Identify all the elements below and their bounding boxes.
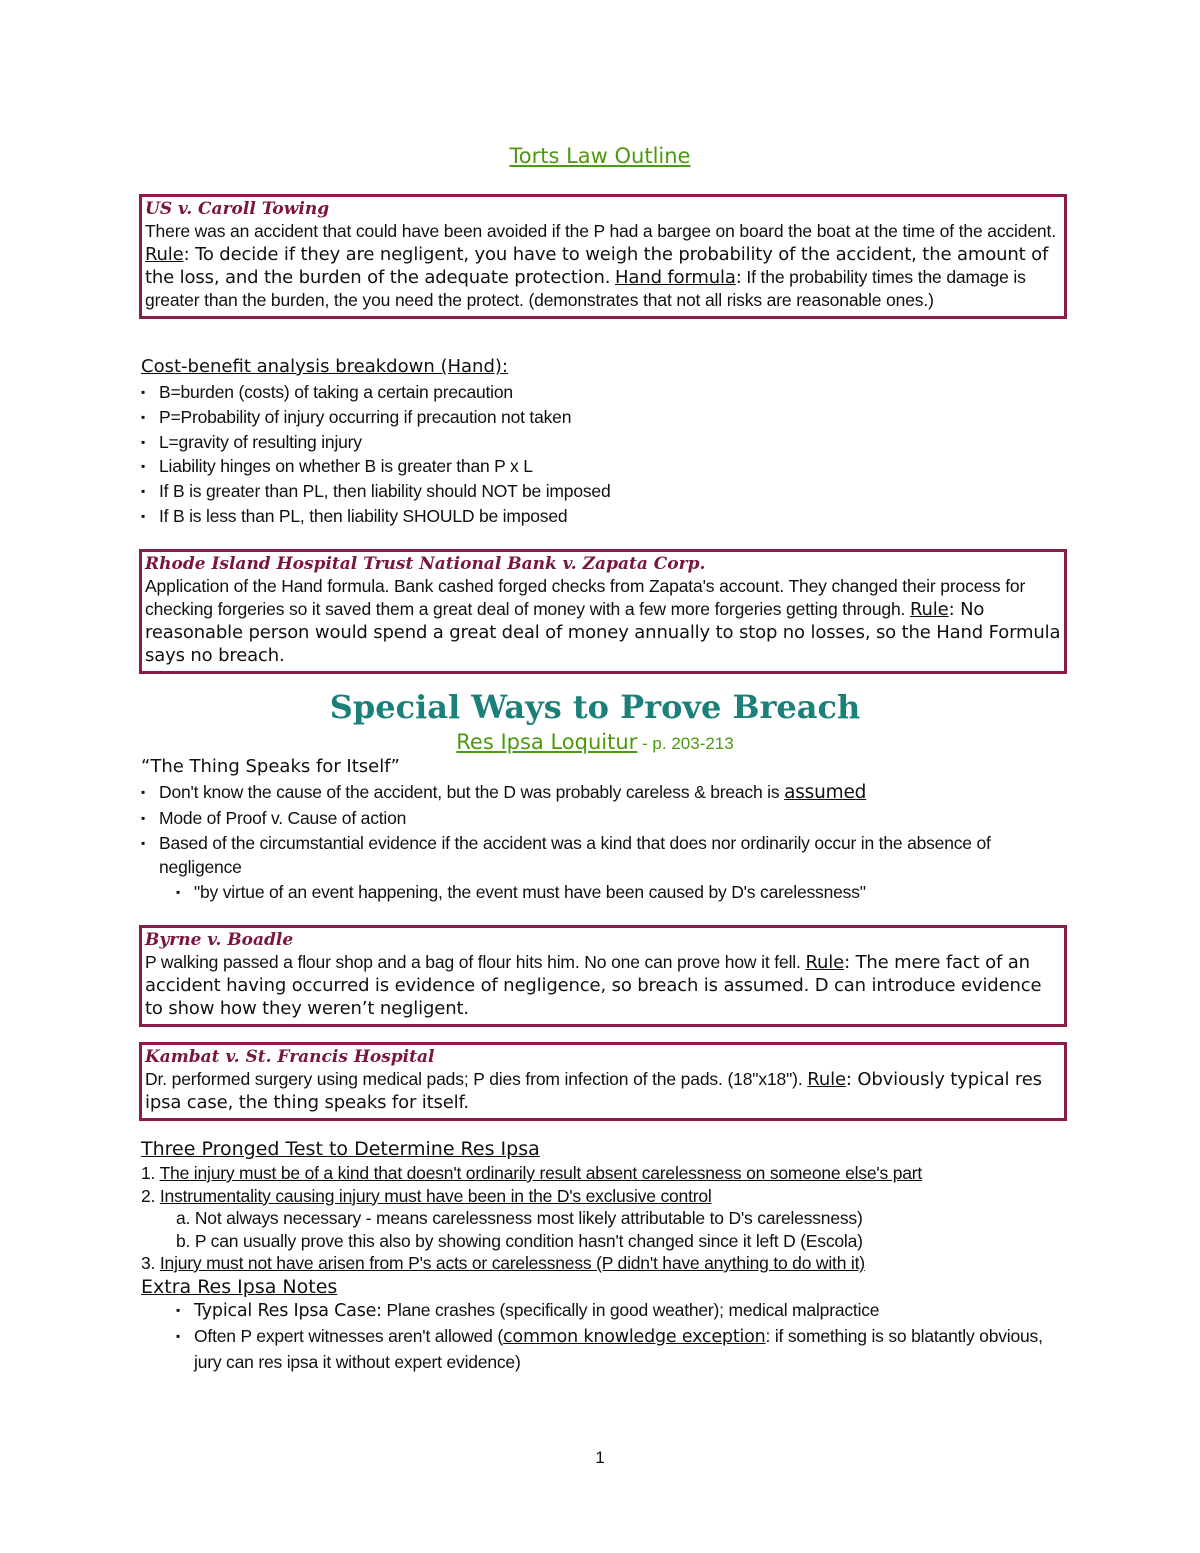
- case-box-zapata: [139, 549, 1067, 674]
- list-item: ▪ Mode of Proof v. Cause of action: [141, 806, 1061, 831]
- cost-benefit-heading: Cost-benefit analysis breakdown (Hand):: [141, 356, 508, 377]
- case-box-byrne: [139, 925, 1067, 1027]
- list-item: ▪ If B is greater than PL, then liability should NOT be imposed: [141, 479, 1061, 504]
- res-ipsa-list: [141, 780, 1061, 905]
- list-item: ▪ "by virtue of an event happening, the event must have been caused by D's carelessness": [176, 880, 1061, 905]
- rule-label: Rule: [807, 1069, 846, 1090]
- case-text: P walking passed a flour shop and a bag of flour hits him. No one can prove how it fell. Rule: The mere fact of an accident having occurred is evidence of negligence, so breach is assumed. D can introduce evidence to show how they weren’t negligent.: [145, 952, 1042, 1019]
- list-item: 2. Instrumentality causing injury must have been in the D's exclusive control: [141, 1185, 712, 1206]
- list-item: ▪ P=Probability of injury occurring if precaution not taken: [141, 405, 1061, 430]
- list-item: ▪ B=burden (costs) of taking a certain precaution: [141, 380, 1061, 405]
- case-text: Application of the Hand formula. Bank cashed forged checks from Zapata's account. They changed their process for checking forgeries so it saved them a great deal of money with a few more forgeries getting through. Rule: No reasonable person would spend a great deal of money annually to stop no losses, so the Hand Formula says no breach.: [145, 576, 1061, 666]
- rule-label: Rule: [145, 244, 184, 265]
- list-item: 3. Injury must not have arisen from P's acts or carelessness (P didn't have anything to do with it): [141, 1253, 865, 1273]
- list-item: ▪ If B is less than PL, then liability SHOULD be imposed: [141, 504, 1061, 529]
- case-name: Rhode Island Hospital Trust National Bank v. Zapata Corp.: [145, 554, 706, 574]
- res-ipsa-quote: “The Thing Speaks for Itself”: [141, 756, 400, 777]
- rule-label: Rule: [910, 599, 949, 620]
- case-text: Dr. performed surgery using medical pads; P dies from infection of the pads. (18"x18"). Rule: Obviously typical res ipsa case, the thing speaks for itself.: [145, 1069, 1042, 1113]
- hand-formula-label: Hand formula: [615, 267, 736, 288]
- case-box-kambat: [139, 1042, 1067, 1121]
- case-box-carroll-towing: [139, 194, 1067, 319]
- document-title: Torts Law Outline: [509, 144, 691, 168]
- section-heading-breach: Special Ways to Prove Breach: [329, 688, 861, 726]
- case-name: Kambat v. St. Francis Hospital: [145, 1047, 435, 1067]
- page-number: 1: [595, 1448, 605, 1467]
- three-prong-heading: Three Pronged Test to Determine Res Ipsa: [141, 1138, 540, 1160]
- list-item: a. Not always necessary - means carelessness most likely attributable to D's carelessness): [176, 1208, 863, 1228]
- list-item: ▪ Don't know the cause of the accident, but the D was probably careless & breach is assumed: [141, 780, 1061, 806]
- extra-notes-heading: Extra Res Ipsa Notes: [141, 1276, 338, 1298]
- list-item: ▪ Typical Res Ipsa Case: Plane crashes (specifically in good weather); medical malpractice: [176, 1298, 1056, 1324]
- list-item: ▪ L=gravity of resulting injury: [141, 430, 1061, 455]
- list-item: ▪ Often P expert witnesses aren't allowed (common knowledge exception: if something is so blatantly obvious, jury can res ipsa it without expert evidence): [176, 1324, 1056, 1375]
- case-name: Byrne v. Boadle: [145, 930, 294, 950]
- extra-notes-list: [176, 1298, 1056, 1374]
- res-ipsa-heading: Res Ipsa Loquitur - p. 203-213: [456, 730, 734, 754]
- rule-label: Rule: [805, 952, 845, 973]
- list-item: 1. The injury must be of a kind that doesn't ordinarily result absent carelessness on someone else's part: [141, 1163, 923, 1183]
- case-name: US v. Caroll Towing: [145, 199, 330, 219]
- three-prong-list: [141, 1162, 1071, 1275]
- list-item: b. P can usually prove this also by showing condition hasn't changed since it left D (Escola): [176, 1230, 863, 1251]
- list-item: ▪ Based of the circumstantial evidence if the accident was a kind that does nor ordinarily occur in the absence of negligence: [141, 831, 1061, 881]
- cost-benefit-list: [141, 380, 1061, 529]
- list-item: ▪ Liability hinges on whether B is greater than P x L: [141, 454, 1061, 479]
- case-text: There was an accident that could have been avoided if the P had a bargee on board the boat at the time of the accident. Rule: To decide if they are negligent, you have to weigh the probability of the accident, the amount of the loss, and the burden of the adequate protection. Hand formula: If the probability times the damage is greater than the burden, the you need the protect. (demonstrates that not all risks are reasonable ones.): [145, 221, 1056, 310]
